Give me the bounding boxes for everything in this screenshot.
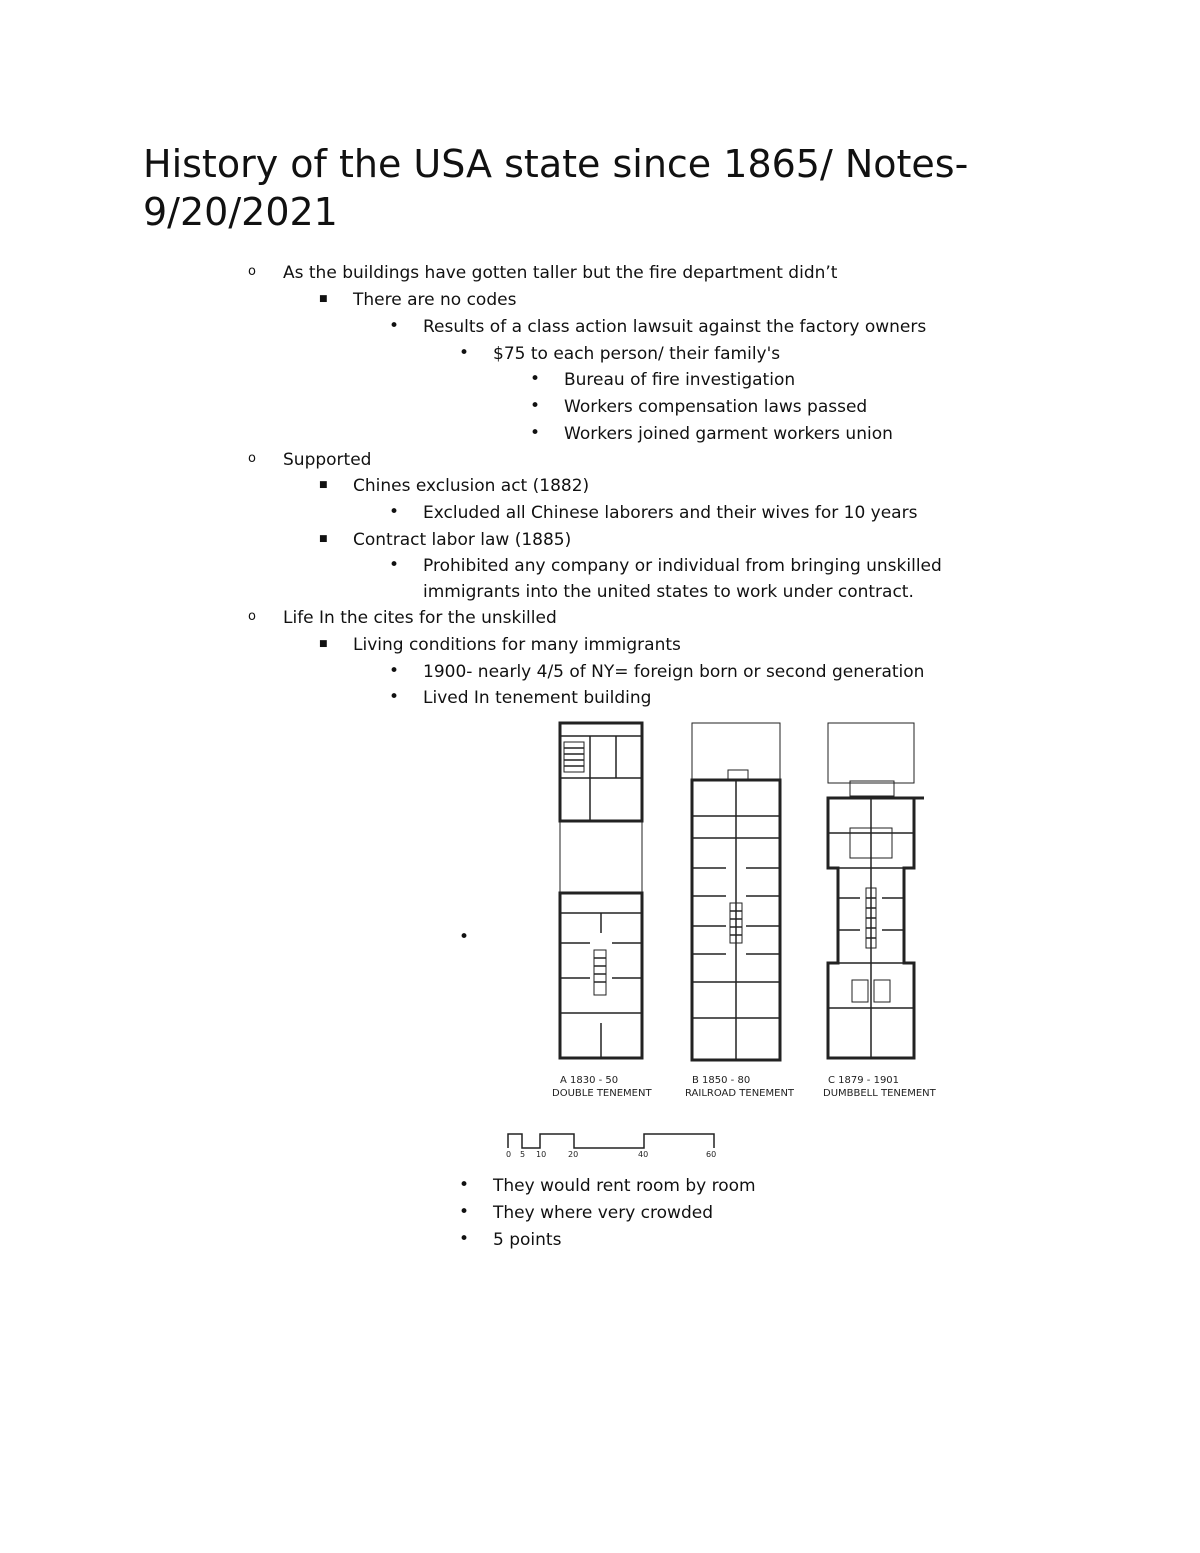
note-line: Supported [283,450,372,470]
bullet-level4: • [459,1229,470,1249]
note-line: Contract labor law (1885) [353,530,572,550]
note-line: Life In the cites for the unskilled [283,608,557,628]
bullet-level5: • [530,423,541,443]
bullet-level3: • [389,555,400,575]
bullet-level4: • [459,343,470,363]
scale-label: 40 [638,1150,649,1159]
scale-bar [502,1128,732,1160]
plan-b-caption: RAILROAD TENEMENT [685,1088,795,1099]
note-line: As the buildings have gotten taller but the fire department didn’t [283,263,838,283]
note-line: Bureau of fire investigation [564,370,796,390]
note-line: Workers joined garment workers union [564,424,893,444]
bullet-level3: • [389,661,400,681]
plan-a-label: A 1830 - 50 [560,1075,619,1086]
scale-label: 10 [536,1150,547,1159]
plan-b-railroad-tenement [692,723,780,1060]
bullet-level1: o [248,609,256,624]
tenement-floor-plans-figure [530,718,950,1108]
bullet-level3: • [389,687,400,707]
title-line-2: 9/20/2021 [143,190,338,234]
bullet-level1: o [248,451,256,466]
bullet-level1: o [248,264,256,279]
note-line: Results of a class action lawsuit against the factory owners [423,317,927,337]
plan-c-label: C 1879 - 1901 [828,1075,900,1086]
bullet-level3: • [389,316,400,336]
scale-label: 20 [568,1150,579,1159]
note-line: There are no codes [353,290,517,310]
scale-label: 5 [520,1150,526,1159]
bullet-level2: ■ [319,639,328,649]
note-line: 5 points [493,1230,562,1250]
note-line: immigrants into the united states to work under contract. [423,582,914,602]
note-line: Prohibited any company or individual from bringing unskilled [423,556,942,576]
note-line: $75 to each person/ their family's [493,344,781,364]
plan-c-caption: DUMBBELL TENEMENT [823,1088,936,1099]
bullet-level3: • [389,502,400,522]
bullet-level4: • [459,1202,470,1222]
page-title [143,140,1043,236]
title-line-1: History of the USA state since 1865/ Notes- [143,142,969,186]
note-line: They where very crowded [493,1203,713,1223]
note-line: They would rent room by room [493,1176,756,1196]
scale-label: 0 [506,1150,512,1159]
note-line: Living conditions for many immigrants [353,635,681,655]
bullet-level2: ■ [319,480,328,490]
scale-label: 60 [706,1150,717,1159]
note-line: Excluded all Chinese laborers and their wives for 10 years [423,503,918,523]
bullet-level4: • [459,927,470,947]
bullet-level5: • [530,396,541,416]
note-line: Workers compensation laws passed [564,397,868,417]
bullet-level2: ■ [319,534,328,544]
bullet-level2: ■ [319,294,328,304]
plan-b-label: B 1850 - 80 [692,1075,751,1086]
note-line: Chines exclusion act (1882) [353,476,590,496]
note-line: 1900- nearly 4/5 of NY= foreign born or second generation [423,662,925,682]
plan-a-double-tenement [560,723,642,1058]
bullet-level5: • [530,369,541,389]
note-line: Lived In tenement building [423,688,652,708]
bullet-level4: • [459,1175,470,1195]
plan-c-dumbbell-tenement [828,723,924,1058]
plan-a-caption: DOUBLE TENEMENT [552,1088,652,1099]
